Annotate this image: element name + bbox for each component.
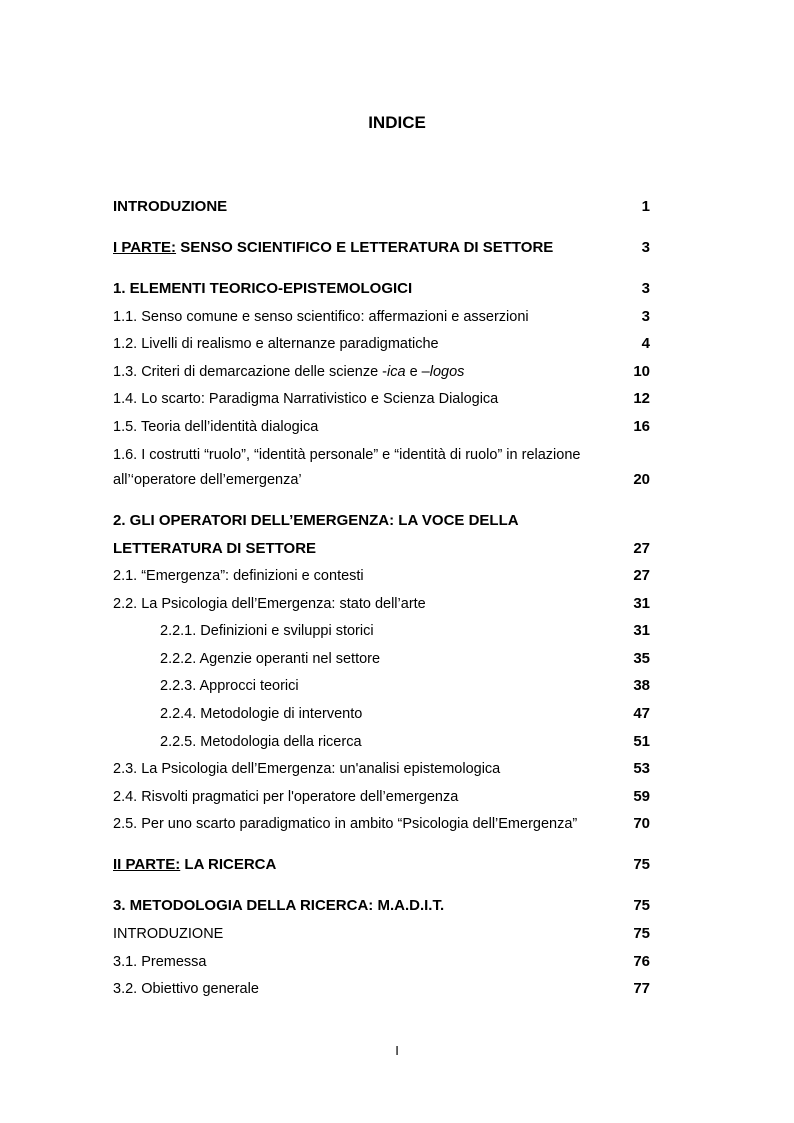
toc-entry-text: 2.2.1. Definizioni e sviluppi storici [160, 623, 374, 639]
toc-entry-page: 47 [633, 705, 650, 722]
toc-entry-page: 70 [633, 815, 650, 832]
toc-entry-text: SENSO SCIENTIFICO E LETTERATURA DI SETTORE [176, 239, 554, 256]
toc-entry-page: 16 [633, 418, 650, 435]
toc-entry-text: 2.5. Per uno scarto paradigmatico in ambito “Psicologia dell’Emergenza” [113, 816, 578, 832]
page-number-footer: I [395, 1043, 399, 1058]
toc-entry-page: 12 [633, 390, 650, 407]
toc-entry-text: 1.2. Livelli di realismo e alternanze paradigmatiche [113, 336, 439, 352]
toc-entry-text: INTRODUZIONE [113, 198, 228, 215]
toc-entry-page: 27 [633, 567, 650, 584]
toc-entry-page: 31 [633, 622, 650, 639]
toc-entry-page: 38 [633, 677, 650, 694]
toc-entry-page: 1 [641, 198, 650, 215]
toc-entry-text: LA RICERCA [180, 856, 277, 873]
toc-entry-text: 2.2. La Psicologia dell’Emergenza: stato dell’arte [113, 596, 426, 612]
toc-entry-text: 1.3. Criteri di demarcazione delle scienze - [113, 364, 388, 380]
toc-entry-text: 3. METODOLOGIA DELLA RICERCA: M.A.D.I.T. [113, 897, 445, 914]
toc-entry-text: 1.6. I costrutti “ruolo”, “identità personale” e “identità di ruolo” in relazione [113, 447, 581, 463]
toc-entry-text: LETTERATURA DI SETTORE [113, 540, 317, 557]
toc-entry-text: 2.1. “Emergenza”: definizioni e contesti [113, 568, 364, 584]
toc-entry-text: 1.5. Teoria dell’identità dialogica [113, 419, 319, 435]
toc-entry-text: INTRODUZIONE [113, 926, 224, 942]
toc-entry-page: 51 [633, 733, 650, 750]
toc-entry-page: 20 [633, 471, 650, 488]
part-label: II PARTE: [113, 856, 181, 873]
toc-entry-text: 2.2.4. Metodologie di intervento [160, 706, 363, 722]
toc-entry-text: 3.2. Obiettivo generale [113, 981, 259, 997]
toc-entry-page: 75 [633, 897, 650, 914]
toc-entry-page: 31 [633, 595, 650, 612]
toc-entry-page: 3 [641, 308, 650, 325]
toc-entry-text: 2. GLI OPERATORI DELL’EMERGENZA: LA VOCE DELLA [113, 512, 519, 529]
toc-entry-page: 59 [633, 788, 650, 805]
toc-entry-page: 75 [633, 925, 650, 942]
toc-entry-page: 27 [633, 540, 650, 557]
toc-entry-text: 2.3. La Psicologia dell’Emergenza: un'analisi epistemologica [113, 761, 501, 777]
toc-entry-text: 1.4. Lo scarto: Paradigma Narrativistico e Scienza Dialogica [113, 391, 499, 407]
toc-entry-text: all’‘operatore dell’emergenza’ [113, 472, 302, 488]
toc-entry-text-italic: ica [387, 364, 406, 380]
toc-entry-text: 3.1. Premessa [113, 954, 207, 970]
toc-entry-page: 53 [633, 760, 650, 777]
toc-entry-page: 75 [633, 856, 650, 873]
toc-entry-page: 3 [641, 280, 650, 297]
toc-entry-text: 1. ELEMENTI TEORICO-EPISTEMOLOGICI [113, 280, 413, 297]
toc-entry-page: 35 [633, 650, 650, 667]
toc-entry-text-italic: logos [429, 364, 465, 380]
toc-entry-text: 2.2.2. Agenzie operanti nel settore [160, 651, 381, 667]
toc-entry-page: 77 [633, 980, 650, 997]
toc-entry-text: 2.2.3. Approcci teorici [160, 678, 299, 694]
toc-entry-page: 10 [633, 363, 650, 380]
toc-entry-text: 2.2.5. Metodologia della ricerca [160, 734, 362, 750]
toc-entry-text: 2.4. Risvolti pragmatici per l'operatore dell’emergenza [113, 789, 459, 805]
toc-entry-text: e – [405, 364, 430, 380]
toc-entry-page: 4 [641, 335, 650, 352]
page-title: INDICE [368, 113, 426, 132]
toc-entry-page: 3 [641, 239, 650, 256]
toc-entry-text: 1.1. Senso comune e senso scientifico: affermazioni e asserzioni [113, 309, 529, 325]
toc-entry-page: 76 [633, 953, 650, 970]
part-label: I PARTE: [113, 239, 177, 256]
